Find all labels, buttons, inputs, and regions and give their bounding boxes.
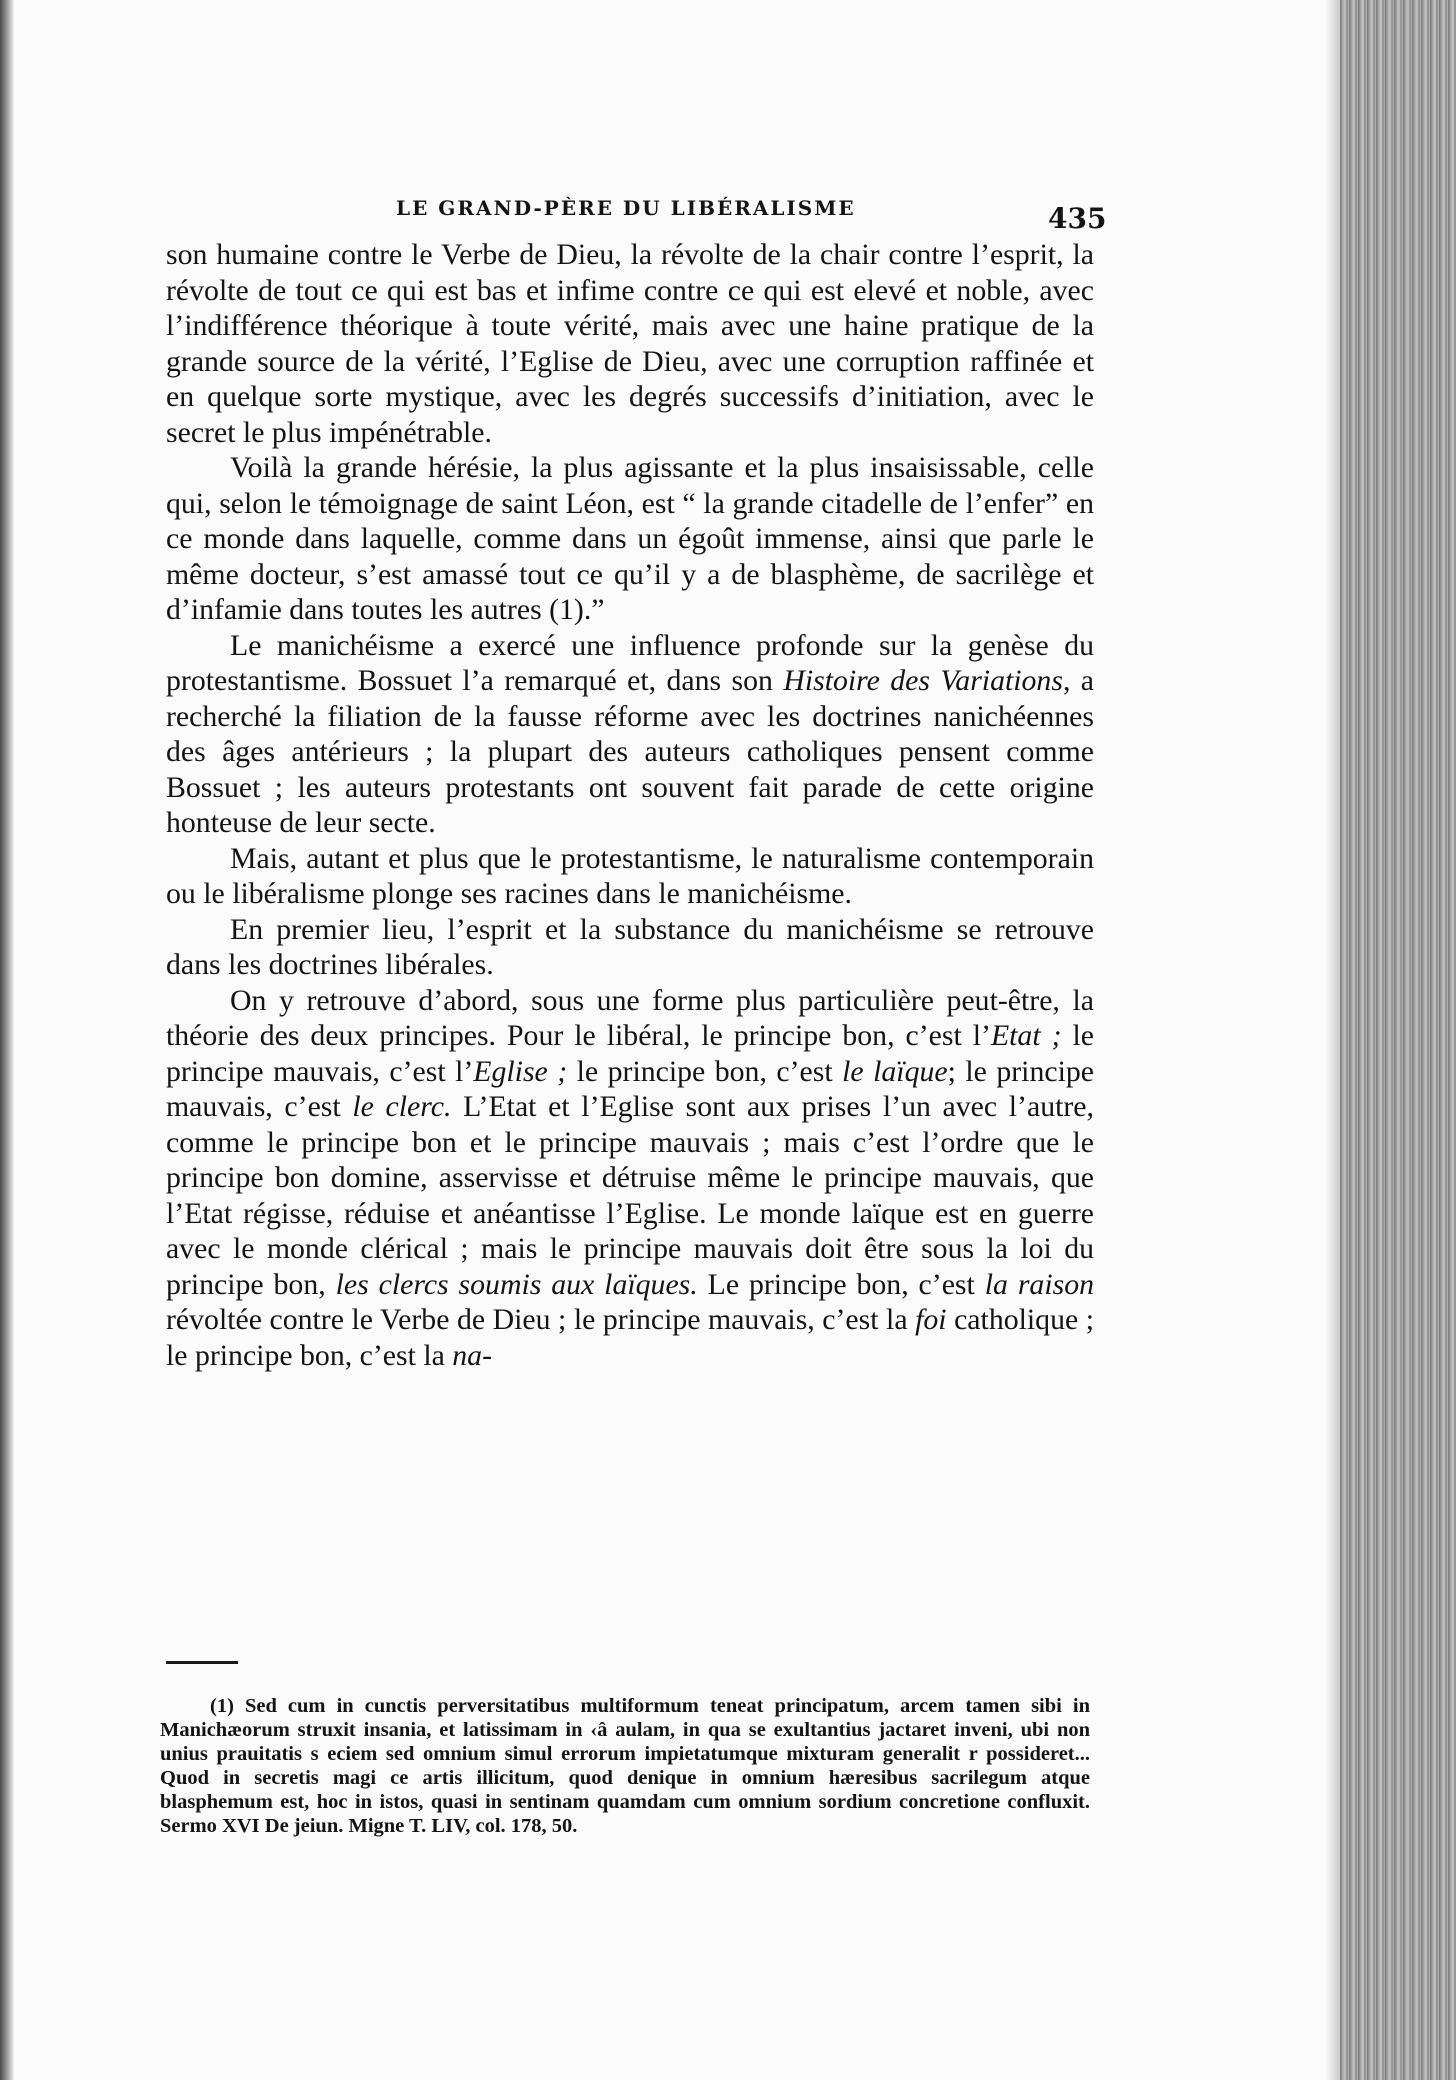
italic-text: la raison bbox=[984, 1267, 1094, 1301]
text-run: le principe mauvais, c’est l’ bbox=[166, 1019, 1095, 1088]
book-page-edges bbox=[1340, 0, 1456, 2080]
text-run: Voilà la grande hérésie, la plus agissante et la plus insaisissable, celle qui, selon le témoignage de saint Léon, est “ la grande citadelle de l’enfer” en ce monde dans laquelle, comme dans un égoût immense, ainsi que parle le même docteur, s’est amassé tout ce qu’il y a de blasphème, de sacrilège et d’infamie dans toutes les autres (1).” bbox=[166, 451, 1094, 626]
paragraph bbox=[166, 628, 1094, 841]
italic-text: Eglise ; bbox=[473, 1054, 568, 1088]
footnote: (1) Sed cum in cunctis perversitatibus multiformum teneat principatum, arcem tamen sibi in Manichæorum struxit insania, et latissimam in ‹â aulam, in qua se exultantius jactaret inveni, ubi non unius prauitatis s eciem sed omnium simul errorum impietatumque mixturam generalit r possideret... Quod in secretis magi ce artis illicitum, quod denique in omnium hæresibus sacrilegum atque blasphemum est, hoc in istos, quasi in sentinam quamdam cum omnium sordium concretione confluxit. Sermo XVI De jeiun. Migne T. LIV, col. 178, 50. bbox=[160, 1695, 1090, 1837]
italic-text: Etat ; bbox=[990, 1019, 1062, 1052]
text-run: Le manichéisme a exercé une influence profonde sur la genèse du protestantisme. Bossuet l’a remarqué et, dans son bbox=[166, 628, 1094, 697]
italic-text: foi bbox=[915, 1303, 947, 1336]
paragraph bbox=[166, 983, 1094, 1374]
text-run: En premier lieu, l’esprit et la substance du manichéisme se retrouve dans les doctrines libérales. bbox=[166, 912, 1094, 981]
text-run: révoltée contre le Verbe de Dieu ; le principe mauvais, c’est la bbox=[166, 1303, 916, 1336]
italic-text: les clercs soumis aux laïques. bbox=[335, 1267, 698, 1301]
paragraph bbox=[166, 237, 1094, 450]
body-text bbox=[166, 237, 1094, 1373]
text-run: le principe bon, c’est bbox=[567, 1054, 843, 1088]
text-run: Le principe bon, c’est bbox=[697, 1267, 985, 1301]
text-run: Mais, autant et plus que le protestantisme, le naturalisme contemporain ou le libéralisme plonge ses racines dans le manichéisme. bbox=[166, 841, 1094, 910]
paragraph bbox=[166, 841, 1094, 912]
footnote-divider bbox=[166, 1661, 238, 1664]
text-run: ; le principe mauvais, c’est bbox=[166, 1054, 1094, 1123]
left-page-edge bbox=[0, 0, 14, 2080]
page-number: 435 bbox=[1048, 202, 1107, 235]
text-run: On y retrouve d’abord, sous une forme plus particulière peut-être, la théorie des deux principes. Pour le libéral, le principe bon, c’est l’ bbox=[166, 983, 1094, 1052]
text-run: catholique ; le principe bon, c’est la bbox=[166, 1303, 1094, 1372]
text-run: L’Etat et l’Eglise sont aux prises l’un avec l’autre, comme le principe bon et le principe mauvais ; mais c’est l’ordre que le principe bon domine, asservisse et détruise même le principe mauvais, que l’Etat régisse, réduise et anéantisse l’Eglise. Le monde laïque est en guerre avec le monde clérical ; mais le principe mauvais doit être sous la loi du principe bon, bbox=[166, 1090, 1094, 1301]
running-header: LE GRAND-PÈRE DU LIBÉRALISME bbox=[396, 196, 856, 220]
italic-text: Histoire des Variations bbox=[783, 664, 1063, 697]
italic-text: le laïque bbox=[842, 1054, 948, 1088]
text-run: , a recherché la filiation de la fausse réforme avec les doctrines nanichéennes des âges antérieurs ; la plupart des auteurs catholiques pensent comme Bossuet ; les auteurs protestants ont souvent fait parade de cette origine honteuse de leur secte. bbox=[166, 664, 1095, 839]
paragraph bbox=[166, 912, 1094, 983]
italic-text: le clerc. bbox=[352, 1090, 452, 1123]
paragraph bbox=[166, 450, 1094, 628]
italic-text: na- bbox=[452, 1338, 493, 1372]
text-run: son humaine contre le Verbe de Dieu, la révolte de la chair contre l’esprit, la révolte de tout ce qui est bas et infime contre ce qui est elevé et noble, avec l’indifférence théorique à toute vérité, mais avec une haine pratique de la grande source de la vérité, l’Eglise de Dieu, avec une corruption raffinée et en quelque sorte mystique, avec les degrés successifs d’initiation, avec le secret le plus impénétrable. bbox=[166, 238, 1094, 449]
